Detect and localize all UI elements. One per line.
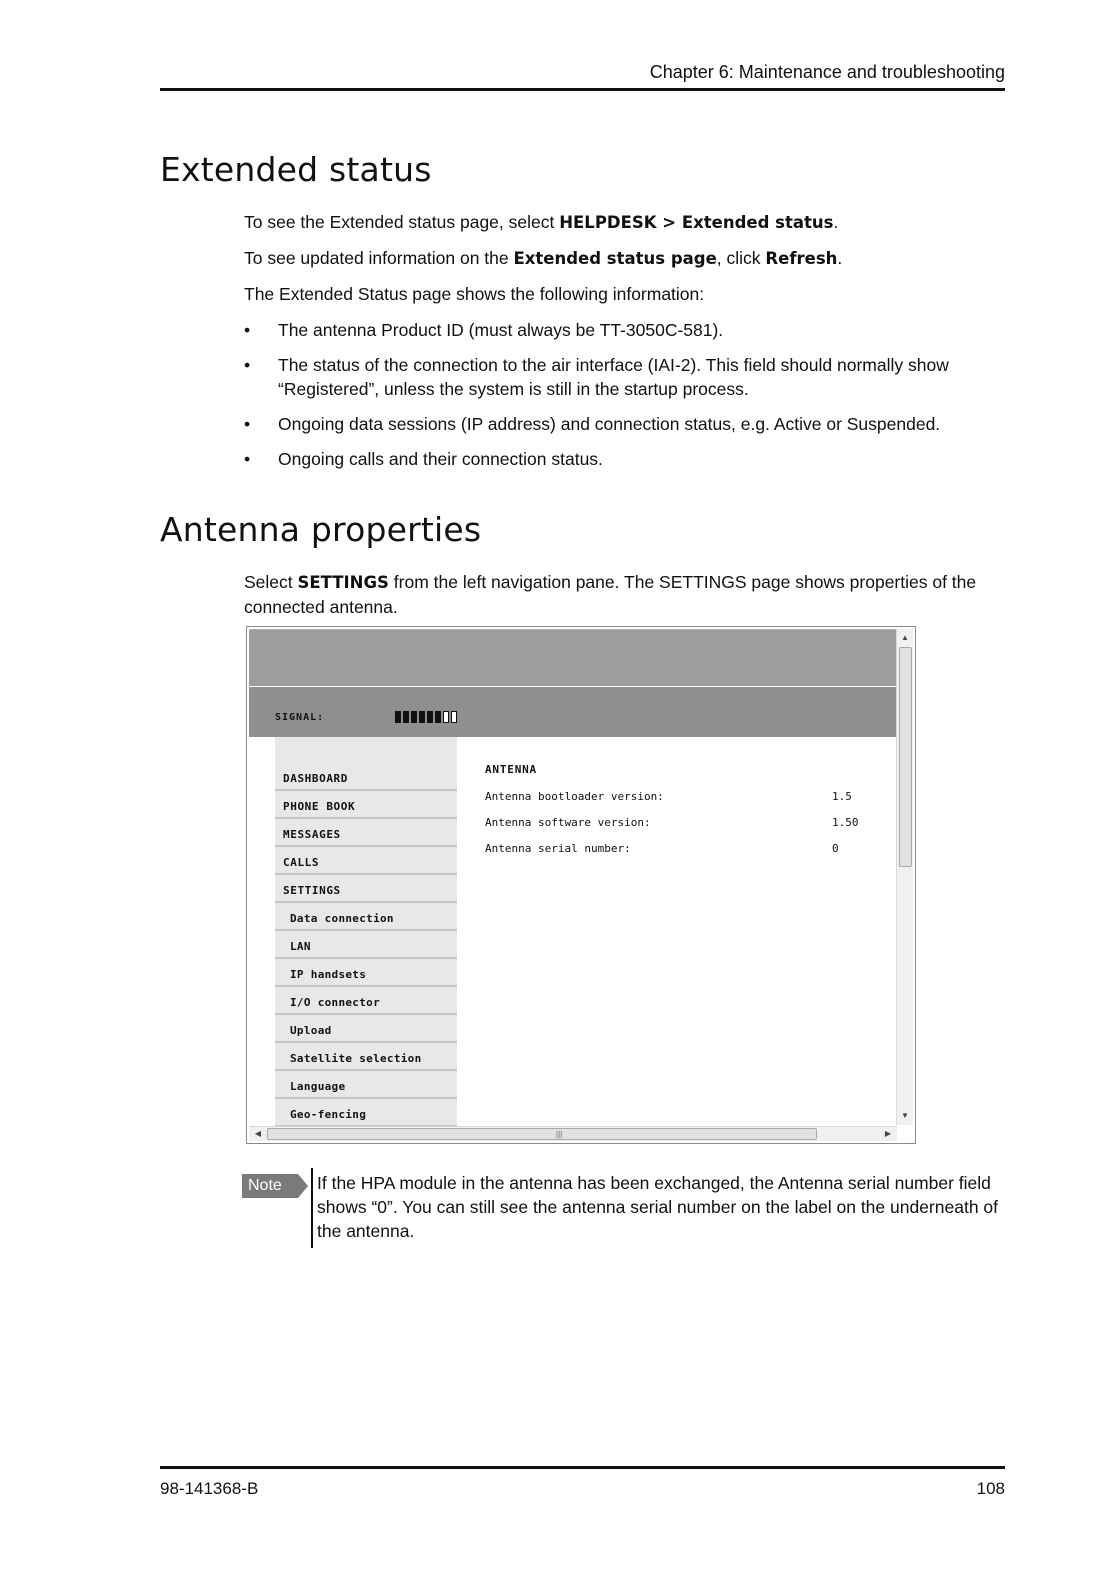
note-tag: Note: [242, 1174, 298, 1198]
vertical-scrollbar[interactable]: [896, 629, 913, 1125]
bullet-icon: •: [244, 449, 251, 469]
bullet-icon: •: [244, 355, 251, 375]
paragraph-refresh: To see updated information on the Extended status page, click Refresh.: [244, 248, 843, 268]
subnav-item-language[interactable]: Language: [275, 1073, 457, 1099]
page-footer: [160, 1466, 1005, 1498]
signal-band: [249, 687, 897, 737]
vertical-scroll-thumb[interactable]: [899, 647, 912, 867]
menu-path: HELPDESK > Extended status: [559, 213, 834, 232]
page-name: Extended status page: [513, 249, 717, 268]
note-divider: [311, 1168, 313, 1248]
scroll-down-icon[interactable]: ▼: [901, 1111, 909, 1120]
scroll-left-icon[interactable]: ◀: [254, 1129, 262, 1138]
heading-antenna-properties: Antenna properties: [160, 510, 482, 549]
chapter-title: Chapter 6: Maintenance and troubleshooting: [649, 62, 1005, 82]
signal-strength-icon: [395, 711, 457, 723]
subnav-item-upload[interactable]: Upload: [275, 1017, 457, 1043]
header-band: [249, 629, 897, 686]
subnav-item-io-connector[interactable]: I/O connector: [275, 989, 457, 1015]
bullet-icon: •: [244, 320, 251, 340]
signal-bar: [419, 711, 425, 723]
row-value: 1.5: [832, 790, 852, 803]
paragraph-shows-information: The Extended Status page shows the following information:: [244, 284, 705, 304]
left-navigation: [275, 737, 457, 1127]
subnav-item-geo-fencing[interactable]: Geo-fencing: [275, 1101, 457, 1127]
subnav-item-lan[interactable]: LAN: [275, 933, 457, 959]
bullet-icon: •: [244, 414, 251, 434]
bullet-item: • The antenna Product ID (must always be TT-3050C-581).: [244, 320, 724, 340]
subnav-item-ip-handsets[interactable]: IP handsets: [275, 961, 457, 987]
signal-bar: [395, 711, 401, 723]
horizontal-scroll-thumb[interactable]: [267, 1128, 817, 1140]
signal-bar: [435, 711, 441, 723]
page-number: 108: [976, 1479, 1005, 1498]
antenna-row: [485, 842, 885, 868]
subnav-item-satellite-selection[interactable]: Satellite selection: [275, 1045, 457, 1071]
refresh-label: Refresh: [765, 249, 838, 268]
scroll-right-icon[interactable]: ▶: [884, 1129, 892, 1138]
nav-item-phone-book[interactable]: PHONE BOOK: [275, 793, 457, 819]
antenna-panel: [485, 763, 885, 868]
row-label: Antenna serial number:: [485, 842, 631, 855]
bullet-item: • Ongoing calls and their connection status.: [244, 449, 603, 469]
nav-item-settings[interactable]: SETTINGS: [275, 877, 457, 903]
subnav-item-data-connection[interactable]: Data connection: [275, 905, 457, 931]
bullet-item: • The status of the connection to the air interface (IAI-2). This field should normally show “Registered”, unless the system is still in the startup process.: [244, 355, 949, 399]
paragraph-select-settings: Select SETTINGS from the left navigation pane. The SETTINGS page shows properties of the connected antenna.: [244, 572, 977, 617]
heading-extended-status: Extended status: [160, 150, 432, 189]
signal-bar: [403, 711, 409, 723]
running-header: [160, 58, 1005, 91]
nav-item-calls[interactable]: CALLS: [275, 849, 457, 875]
note-text: If the HPA module in the antenna has been exchanged, the Antenna serial number field shows “0”. You can still see the antenna serial number on the label on the underneath of the antenna.: [317, 1173, 999, 1241]
antenna-row: [485, 816, 885, 842]
antenna-row: [485, 790, 885, 816]
row-value: 0: [832, 842, 839, 855]
nav-item-dashboard[interactable]: DASHBOARD: [275, 765, 457, 791]
signal-bar: [411, 711, 417, 723]
info-bullet-list: [244, 318, 1004, 482]
signal-bar: [443, 711, 449, 723]
row-value: 1.50: [832, 816, 859, 829]
paragraph-select-extended-status: To see the Extended status page, select HELPDESK > Extended status.: [244, 212, 839, 232]
horizontal-scrollbar[interactable]: [249, 1126, 897, 1141]
bullet-item: • Ongoing data sessions (IP address) and connection status, e.g. Active or Suspended.: [244, 414, 941, 434]
settings-page-screenshot: [246, 626, 916, 1144]
signal-bar: [427, 711, 433, 723]
nav-item-messages[interactable]: MESSAGES: [275, 821, 457, 847]
row-label: Antenna software version:: [485, 816, 651, 829]
grip-icon: |||: [556, 1130, 563, 1139]
signal-bar: [451, 711, 457, 723]
scroll-up-icon[interactable]: ▲: [901, 633, 909, 642]
row-label: Antenna bootloader version:: [485, 790, 664, 803]
signal-label: SIGNAL:: [275, 712, 325, 723]
doc-number: 98-141368-B: [160, 1479, 259, 1498]
antenna-section-title: ANTENNA: [485, 763, 537, 776]
settings-menu: SETTINGS: [297, 573, 389, 592]
